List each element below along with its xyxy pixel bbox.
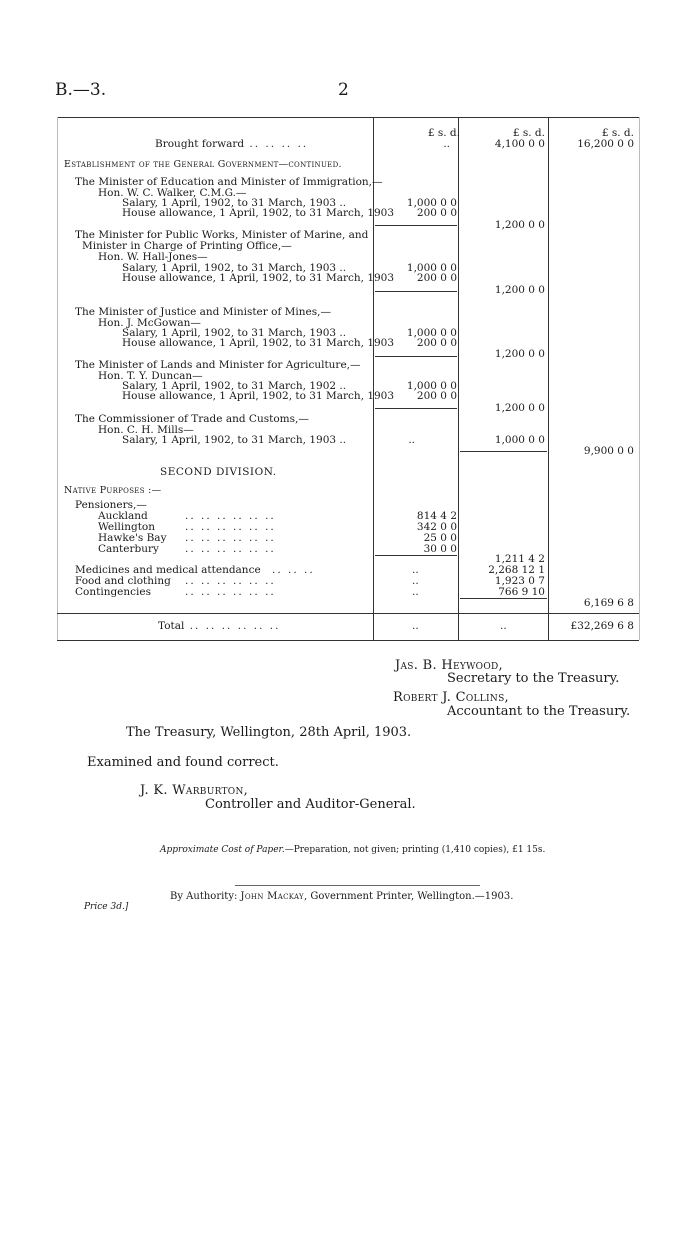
contingencies-value: 766 9 10 [498,586,545,598]
minister-3-v2: 200 0 0 [416,337,457,349]
minister-2-salary: Salary, 1 April, 1902, to 31 March, 1903 .. [122,262,347,274]
minister-4-v2: 200 0 0 [416,390,457,402]
food-clothing-label: Food and clothing [75,575,171,587]
medicines-label: Medicines and medical attendance [75,564,261,576]
commissioner-name: Hon. C. H. Mills— [98,424,194,436]
contingencies-label: Contingencies [75,586,151,598]
col-heading-1: £ s. d. [427,127,460,139]
minister-1-house: House allowance, 1 April, 1902, to 31 March, 1903 [122,207,395,219]
minister-1-salary: Salary, 1 April, 1902, to 31 March, 1903 .. [122,197,347,209]
section-1-total: 9,900 0 0 [583,445,634,457]
minister-1-title: The Minister of Education and Minister of Immigration,— [75,176,383,188]
section-2-total: 6,169 6 8 [583,597,634,609]
minister-4-v1: 1,000 0 0 [406,380,457,392]
pension-auckland-value: 814 4 2 [416,510,457,522]
signature-heywood-title: Secretary to the Treasury. [447,671,620,686]
minister-4-house: House allowance, 1 April, 1902, to 31 March, 1903 [122,390,395,402]
minister-3-total: 1,200 0 0 [494,348,545,360]
minister-3-house: House allowance, 1 April, 1902, to 31 March, 1903 [122,337,395,349]
page-number: 2 [338,80,349,100]
pension-wellington-value: 342 0 0 [416,521,457,533]
minister-3-salary: Salary, 1 April, 1902, to 31 March, 1903 .. [122,327,347,339]
total-label: Total .. .. .. .. .. .. [158,620,281,632]
pension-canterbury-value: 30 0 0 [423,543,457,555]
minister-2-title: The Minister for Public Works, Minister of Marine, and [75,229,369,241]
commissioner-v1: .. [408,434,415,446]
native-purposes-heading: Native Purposes :— [64,485,162,496]
pension-hawkes-bay: Hawke's Bay [98,532,167,544]
document-reference: B.—3. [55,80,107,100]
pension-wellington: Wellington [98,521,156,533]
minister-2-title2: Minister in Charge of Printing Office,— [82,240,292,252]
minister-3-title: The Minister of Justice and Minister of Mines,— [75,306,331,318]
bf-col2: 4,100 0 0 [494,138,545,150]
pension-hawkes-bay-value: 25 0 0 [423,532,457,544]
minister-2-house: House allowance, 1 April, 1902, to 31 March, 1903 [122,272,395,284]
bf-col3: 16,200 0 0 [577,138,634,150]
minister-3-name: Hon. J. McGowan— [98,317,201,329]
minister-2-name: Hon. W. Hall-Jones— [98,251,208,263]
examined-note: Examined and found correct. [87,755,279,770]
minister-1-v1: 1,000 0 0 [406,197,457,209]
commissioner-salary: Salary, 1 April, 1902, to 31 March, 1903 .. [122,434,347,446]
place-and-date: The Treasury, Wellington, 28th April, 1903. [126,725,412,740]
signature-warburton-title: Controller and Auditor-General. [205,797,416,812]
second-division-heading: SECOND DIVISION. [160,466,277,478]
minister-4-name: Hon. T. Y. Duncan— [98,370,203,382]
pension-auckland: Auckland [98,510,148,522]
printer-authority: By Authority: John Mackay, Government Printer, Wellington.—1903. [170,891,514,902]
signature-collins-name: Robert J. Collins, [393,690,509,705]
pension-total: 1,211 4 2 [494,553,545,565]
minister-4-title: The Minister of Lands and Minister for Agriculture,— [75,359,361,371]
col-heading-2: £ s. d. [512,127,545,139]
pension-canterbury: Canterbury [98,543,159,555]
minister-2-v2: 200 0 0 [416,272,457,284]
minister-2-total: 1,200 0 0 [494,284,545,296]
medicines-value: 2,268 12 1 [488,564,545,576]
signature-heywood-name: Jas. B. Heywood, [395,658,503,673]
section-heading-general-government: Establishment of the General Government—continued. [64,159,342,170]
brought-forward-label: Brought forward .. .. .. .. [155,138,309,150]
col-heading-3: £ s. d. [601,127,634,139]
minister-1-v2: 200 0 0 [416,207,457,219]
commissioner-title: The Commissioner of Trade and Customs,— [75,413,309,425]
bf-col1: .. [443,138,450,150]
minister-1-name: Hon. W. C. Walker, C.M.G.— [98,187,247,199]
minister-3-v1: 1,000 0 0 [406,327,457,339]
grand-total: £32,269 6 8 [570,620,634,632]
signature-warburton-name: J. K. Warburton, [140,783,249,798]
price-note: Price 3d.] [84,902,129,912]
signature-collins-title: Accountant to the Treasury. [447,704,631,719]
cost-of-paper-note: Approximate Cost of Paper.—Preparation, not given; printing (1,410 copies), £1 15s. [160,845,546,855]
minister-4-total: 1,200 0 0 [494,402,545,414]
commissioner-total: 1,000 0 0 [494,434,545,446]
minister-4-salary: Salary, 1 April, 1902, to 31 March, 1902 .. [122,380,347,392]
minister-2-v1: 1,000 0 0 [406,262,457,274]
food-clothing-value: 1,923 0 7 [494,575,545,587]
pensioners-heading: Pensioners,— [75,499,147,511]
minister-1-total: 1,200 0 0 [494,219,545,231]
